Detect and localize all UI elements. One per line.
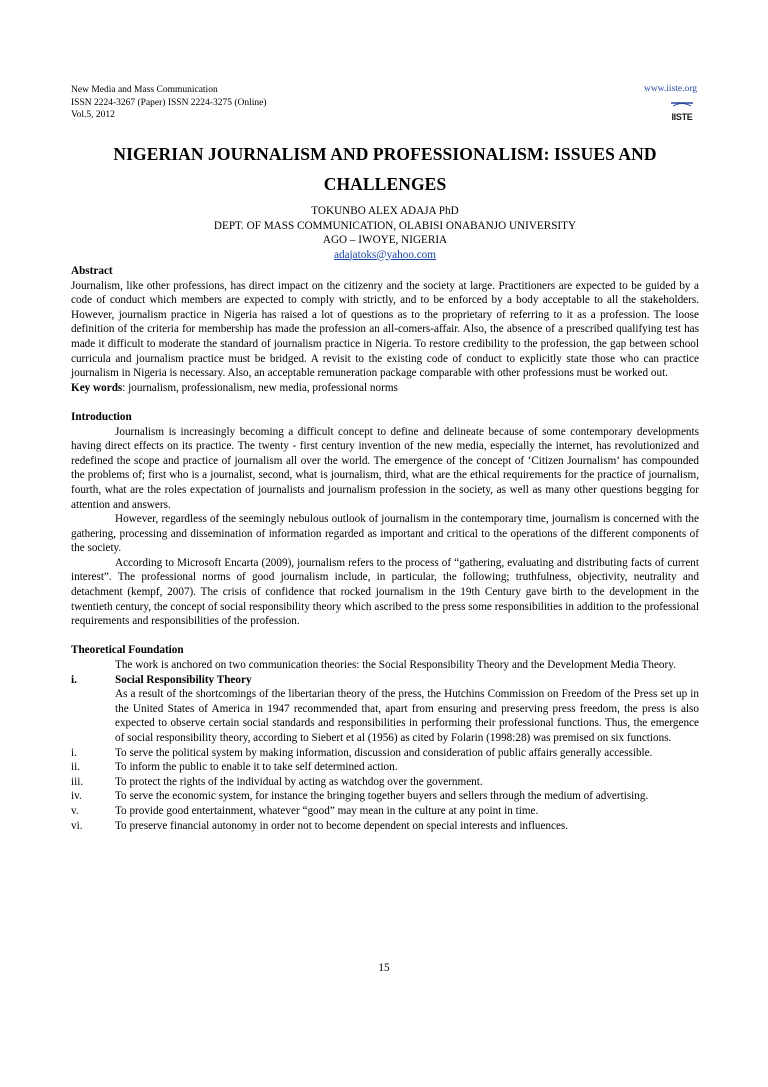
subsection-title: Social Responsibility Theory: [115, 673, 252, 686]
list-item-text: To preserve financial autonomy in order not to become dependent on special interests and influences.: [115, 819, 569, 832]
list-item-text: To inform the public to enable it to take self determined action.: [115, 761, 398, 774]
list-item-text: To provide good entertainment, whatever “good” may mean in the culture at any point in time.: [115, 804, 539, 817]
subsection-number: i.: [71, 673, 77, 686]
page-number: 15: [378, 962, 390, 974]
subsection-text: As a result of the shortcomings of the libertarian theory of the press, the Hutchins Commission on Freedom of the Press set up in the United States of America in 1947 recommended that, apart from ensuring and preserving press freedom, the press is also expected to observe certain social standards and responsibilities in performing their professional functions. Thus, the emergence of social responsibility theory, according to Siebert et al (1956) as cited by Folarin (1998:28) was premised on six functions.: [115, 688, 699, 744]
author-name: TOKUNBO ALEX ADAJA PhD: [311, 205, 459, 217]
intro-paragraph-2: However, regardless of the seemingly nebulous outlook of journalism in the contemporary time, journalism is concerned with the gathering, processing and dissemination of information regarded as important and critical to the operations of the different components of the society.: [71, 513, 699, 555]
paper-body: [71, 264, 699, 833]
list-item: [71, 760, 699, 775]
list-item-number: vi.: [71, 819, 83, 832]
list-item-number: iii.: [71, 775, 84, 788]
list-item-text: To serve the political system by making information, discussion and consideration of public affairs generally accessible.: [115, 746, 653, 759]
theory-paragraph: The work is anchored on two communication theories: the Social Responsibility Theory and the Development Media Theory.: [115, 659, 676, 672]
journal-info: [71, 84, 699, 122]
intro-paragraph-3: According to Microsoft Encarta (2009), journalism refers to the process of “gathering, evaluating and distributing facts of current interest”. The professional norms of good journalism include, in particular, the following; truthfulness, objectivity, neutrality and detachment (kempf, 2007). The crisis of confidence that rocked journalism in the 19th Century gave birth to the development in the twentieth century, the concept of social responsibility theory which ascribed to the press some responsibilities in addition to the professional requirements and responsibilities of the profession.: [71, 556, 699, 628]
abstract-heading: Abstract: [71, 265, 113, 277]
intro-paragraph-1: Journalism is increasingly becoming a difficult concept to define and delineate because of some contemporary developments having direct effects on its practice. The twenty - first century invention of the new media, especially the internet, has revolutionized and redefined the scope and practice of journalism all over the world. The emergence of the concept of ‘Citizen Journalism’ has compounded the problems of; first who is a journalist, second, what is journalism, third, what are the ethical requirements for the practice of journalism, fourth, what are the roles expectation of journalists and journalism profession in the society, as well as many other questions begging for attention and answers.: [71, 425, 699, 511]
subsection-heading: [71, 673, 699, 688]
author-department: DEPT. OF MASS COMMUNICATION, OLABISI ONABANJO UNIVERSITY: [213, 219, 577, 232]
running-header: [71, 84, 699, 132]
svg-text:IISTE: IISTE: [671, 112, 693, 122]
list-item: [71, 746, 699, 761]
journal-volume: Vol.5, 2012: [71, 110, 115, 121]
list-item: [71, 789, 699, 804]
list-item-number: v.: [71, 804, 79, 817]
theory-heading: Theoretical Foundation: [71, 644, 184, 657]
paper-title: [71, 139, 699, 199]
journal-name: New Media and Mass Communication: [71, 85, 218, 95]
list-item-number: iv.: [71, 790, 82, 803]
journal-issn: ISSN 2224-3267 (Paper) ISSN 2224-3275 (Online): [71, 97, 267, 108]
keywords-line: [71, 381, 699, 396]
keywords-label: Key words: [71, 381, 123, 394]
title-line-2: CHALLENGES: [323, 174, 447, 194]
author-location: AGO – IWOYE, NIGERIA: [322, 234, 448, 246]
iiste-logo-icon: [669, 101, 695, 123]
journal-url[interactable]: www.iiste.org: [643, 84, 697, 94]
author-email-link[interactable]: adajatoks@yahoo.com: [334, 248, 436, 261]
keywords-text: : journalism, professionalism, new media, professional norms: [122, 381, 398, 394]
abstract-text: Journalism, like other professions, has direct impact on the citizenry and the society at large. Practitioners are expected to be guided by a code of conduct which members are expected to comply with strictly, and to be enforced by a body acceptable to all the stakeholders. However, journalism practice in Nigeria has raised a lot of questions as to the proprietary of referring to it as a profession. The loose definition of the criteria for membership has made the profession an all-comers-affair. Also, the absence of a prescribed qualifying test has made it difficult to moderate the standard of journalism practice in Nigeria. To restore credibility to the profession, the gap between school curricula and journalism practice must be bridged. A revisit to the existing code of conduct to explicitly state those who can practice journalism in Nigeria is necessary. Also, an acceptable remuneration package comparable with other professions must be worked out.: [71, 279, 699, 380]
list-item: [71, 775, 699, 790]
list-item-number: i.: [71, 746, 77, 759]
list-item-text: To protect the rights of the individual by acting as watchdog over the government.: [115, 775, 483, 788]
author-block: [71, 204, 699, 262]
list-item-text: To serve the economic system, for instance the bringing together buyers and sellers through the medium of advertising.: [115, 790, 649, 803]
title-line-1: NIGERIAN JOURNALISM AND PROFESSIONALISM: ISSUES AND: [113, 144, 657, 164]
list-item: [71, 819, 699, 834]
list-item-number: ii.: [71, 761, 81, 774]
list-item: [71, 804, 699, 819]
introduction-heading: Introduction: [71, 410, 132, 423]
